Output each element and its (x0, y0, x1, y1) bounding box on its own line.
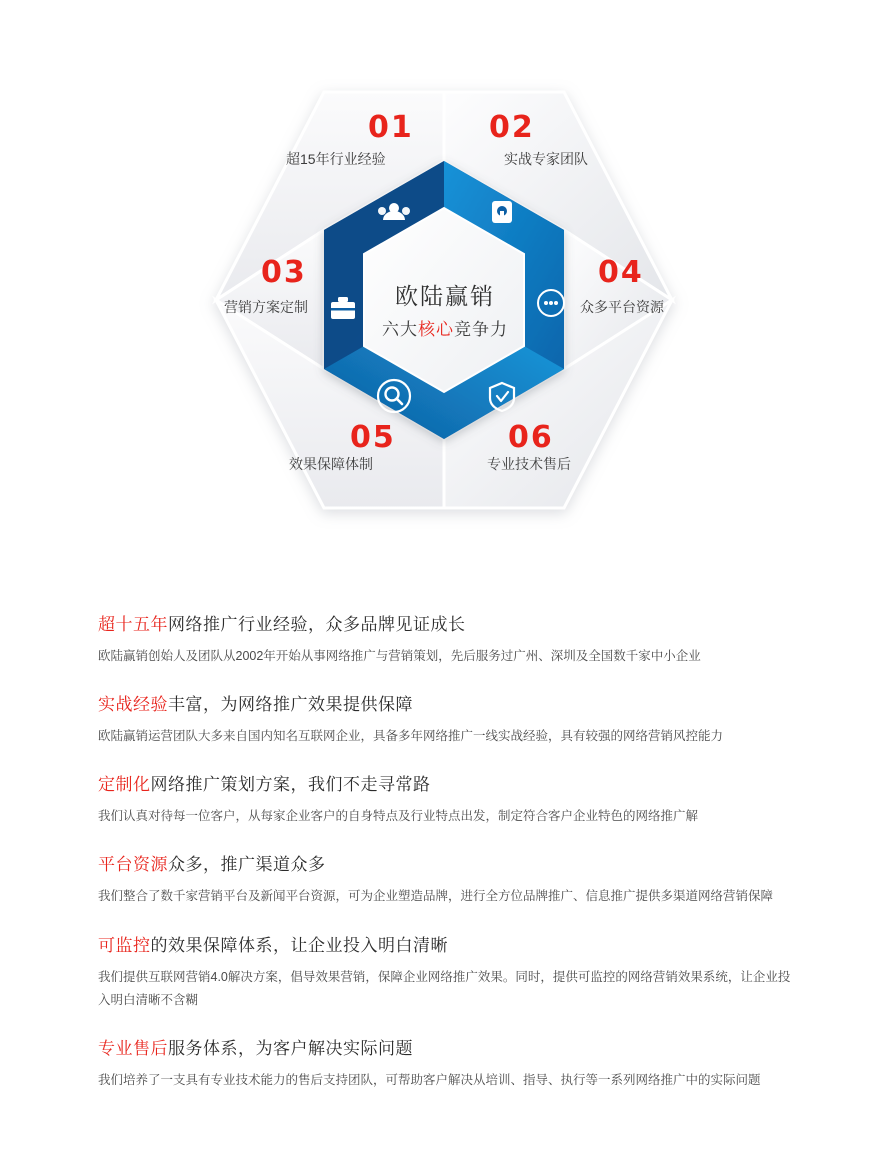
section-heading-rest: 的效果保障体系，让企业投入明白清晰 (150, 935, 448, 955)
petal-number-04: 04 (598, 255, 644, 290)
section-heading-accent: 专业售后 (98, 1038, 168, 1058)
section-heading-rest: 服务体系，为客户解决实际问题 (168, 1038, 413, 1058)
badge-icon (492, 201, 512, 223)
section-heading (98, 850, 798, 875)
section-heading-accent: 定制化 (98, 775, 151, 795)
petal-label-04: 众多平台资源 (580, 299, 664, 315)
section-heading (98, 1034, 798, 1059)
detail-section (98, 690, 798, 748)
section-body: 我们提供互联网营销4.0解决方案，倡导效果营销，保障企业网络推广效果。同时，提供可监控的网络营销效果系统，让企业投入明白清晰不含糊 (98, 969, 791, 1007)
competency-details-list (98, 610, 798, 1114)
petal-number-01: 01 (368, 110, 414, 145)
section-heading-rest: 网络推广策划方案，我们不走寻常路 (150, 775, 431, 795)
detail-section (98, 1034, 798, 1092)
section-heading-rest: 众多，推广渠道众多 (168, 855, 326, 875)
petal-label-03: 营销方案定制 (224, 299, 308, 315)
center-subtitle-pre: 六大 (382, 320, 418, 339)
section-heading-rest: 丰富，为网络推广效果提供保障 (168, 695, 413, 715)
petal-number-03: 03 (261, 255, 307, 290)
section-body: 我们整合了数千家营销平台及新闻平台资源，可为企业塑造品牌，进行全方位品牌推广、信息推广提供多渠道网络营销保障 (98, 889, 774, 904)
petal-label-01: 超15年行业经验 (286, 151, 386, 167)
section-heading-accent: 超十五年 (98, 615, 168, 634)
petal-number-05: 05 (350, 420, 396, 455)
section-body: 欧陆赢销创始人及团队从2002年开始从事网络推广与营销策划，先后服务过广州、深圳及全国数千家中小企业 (98, 649, 701, 663)
section-heading-accent: 可监控 (98, 935, 151, 955)
petal-number-06: 06 (508, 420, 554, 455)
section-heading-accent: 实战经验 (98, 695, 168, 715)
section-heading (98, 610, 798, 635)
detail-section (98, 850, 798, 908)
detail-section (98, 770, 798, 828)
diagram-center-title: 欧陆赢销 (395, 283, 495, 309)
diagram-center-subtitle (365, 315, 525, 340)
detail-section (98, 931, 798, 1012)
section-heading-rest: 网络推广行业经验，众多品牌见证成长 (168, 615, 466, 634)
section-body: 欧陆赢销运营团队大多来自国内知名互联网企业，具备多年网络推广一线实战经验，具有较强的网络营销风控能力 (98, 729, 724, 744)
center-subtitle-post: 竞争力 (454, 320, 508, 339)
section-heading (98, 770, 798, 795)
section-body: 我们培养了一支具有专业技术能力的售后支持团队，可帮助客户解决从培训、指导、执行等一系列网络推广中的实际问题 (98, 1072, 761, 1087)
detail-section (98, 610, 798, 668)
section-heading (98, 690, 798, 715)
section-heading (98, 931, 798, 956)
petal-label-02: 实战专家团队 (504, 151, 588, 167)
center-subtitle-accent: 核心 (418, 320, 454, 339)
section-body: 我们认真对待每一位客户，从每家企业客户的自身特点及行业特点出发，制定符合客户企业特色的网络推广解 (98, 809, 699, 824)
petal-label-05: 效果保障体制 (289, 456, 373, 472)
petal-label-06: 专业技术售后 (487, 456, 571, 472)
section-heading-accent: 平台资源 (98, 855, 168, 875)
petal-number-02: 02 (489, 110, 535, 145)
